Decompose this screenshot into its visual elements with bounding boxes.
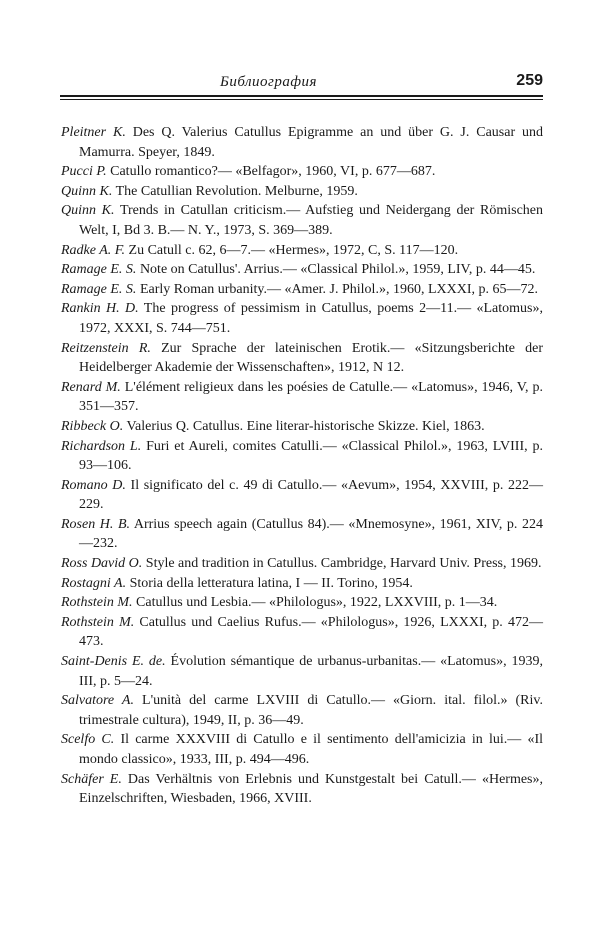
entry-text: The Catullian Revolution. Melburne, 1959.	[112, 183, 358, 199]
entry-author: Ramage E. S.	[61, 262, 137, 278]
bibliography-entry	[61, 652, 543, 691]
page-number: 259	[516, 72, 543, 89]
header-rule-thin	[60, 99, 543, 100]
bibliography-entry	[61, 162, 543, 182]
bibliography-entry	[61, 574, 543, 594]
entry-author: Renard M.	[61, 379, 121, 395]
entry-author: Schäfer E.	[61, 771, 122, 787]
bibliography-entry	[61, 299, 543, 338]
entry-text: Catullus und Lesbia.— «Philologus», 1922, LXXVIII, p. 1—34.	[132, 595, 498, 611]
bibliography-entry	[61, 476, 543, 515]
entry-author: Salvatore A.	[61, 693, 134, 709]
entry-author: Pleitner K.	[61, 125, 126, 140]
entry-text: Évolution sémantique de urbanus-urbanitas.— «Latomus», 1939, III, p. 5—24.	[79, 654, 543, 689]
entry-text: Zu Catull c. 62, 6—7.— «Hermes», 1972, C, S. 117—120.	[125, 242, 459, 258]
entry-author: Quinn K.	[61, 203, 115, 219]
bibliography-list	[61, 123, 543, 809]
bibliography-entry	[61, 260, 543, 280]
entry-text: Das Verhältnis von Erlebnis und Kunstgestalt bei Catull.— «Hermes», Einzelschriften, Wiesbaden, 1966, XVIII.	[79, 771, 543, 807]
entry-text: Valerius Q. Catullus. Eine literar-historische Skizze. Kiel, 1863.	[123, 418, 485, 434]
entry-author: Radke A. F.	[61, 242, 126, 258]
bibliography-entry	[61, 691, 543, 730]
bibliography-entry	[61, 515, 543, 554]
bibliography-entry	[61, 201, 543, 240]
entry-text: L'unità del carme LXVIII di Catullo.— «Giorn. ital. filol.» (Riv. trimestrale cultura), 1949, II, p. 36—49.	[79, 693, 544, 728]
entry-text: Il significato del c. 49 di Catullo.— «Aevum», 1954, XXVIII, p. 222—229.	[79, 477, 543, 513]
entry-author: Rankin H. D.	[61, 301, 139, 317]
bibliography-entry	[61, 339, 543, 378]
entry-text: Note on Catullus'. Arrius.— «Classical Philol.», 1959, LIV, p. 44—45.	[136, 262, 536, 278]
bibliography-entry	[61, 280, 543, 300]
entry-author: Richardson L.	[61, 438, 142, 454]
entry-text: Early Roman urbanity.— «Amer. J. Philol.», 1960, LXXXI, p. 65—72.	[136, 281, 538, 297]
entry-text: The progress of pessimism in Catullus, poems 2—11.— «Latomus», 1972, XXXI, S. 744—751.	[79, 301, 543, 336]
entry-text: Il carme XXXVIII di Catullo e il sentimento dell'amicizia in lui.— «Il mondo classico», 1933, III, p. 494—496.	[79, 732, 543, 767]
entry-text: Style and tradition in Catullus. Cambridge, Harvard Univ. Press, 1969.	[142, 556, 542, 572]
entry-author: Ribbeck O.	[61, 418, 124, 434]
bibliography-entry	[61, 378, 543, 417]
entry-text: Catullo romantico?— «Belfagor», 1960, VI, p. 677—687.	[106, 164, 436, 180]
entry-author: Saint-Denis E. de.	[61, 654, 166, 670]
entry-text: Catullus und Caelius Rufus.— «Philologus», 1926, LXXXI, p. 472—473.	[79, 614, 543, 650]
entry-text: Trends in Catullan criticism.— Aufstieg und Neidergang der Römischen Welt, I, Bd 3. B.— N. Y., 1973, S. 369—389.	[79, 203, 543, 238]
bibliography-entry	[61, 613, 543, 652]
entry-author: Rosen H. B.	[61, 516, 131, 532]
bibliography-entry	[61, 593, 543, 613]
entry-text: L'élément religieux dans les poésies de Catulle.— «Latomus», 1946, V, p. 351—357.	[79, 379, 544, 415]
entry-author: Quinn K.	[61, 183, 113, 199]
running-title: Библиография	[220, 74, 318, 90]
entry-author: Scelfo C.	[61, 732, 115, 748]
entry-text: Des Q. Valerius Catullus Epigramme an und über G. J. Causar und Mamurra. Speyer, 1849.	[79, 125, 543, 160]
bibliography-entry	[61, 437, 543, 476]
bibliography-entry	[61, 554, 543, 574]
entry-text: Storia della letteratura latina, I — II. Torino, 1954.	[126, 575, 413, 591]
page-header	[60, 66, 543, 94]
bibliography-entry	[61, 241, 543, 261]
header-rule-thick	[60, 95, 543, 97]
bibliography-entry	[61, 417, 543, 437]
entry-text: Zur Sprache der lateinischen Erotik.— «Sitzungsberichte der Heidelberger Akademie der Wissenschaften», 1912, N 12.	[79, 340, 543, 376]
bibliography-entry	[61, 123, 543, 162]
entry-author: Ramage E. S.	[61, 281, 137, 297]
entry-author: Rostagni A.	[61, 575, 127, 591]
bibliography-entry	[61, 770, 543, 809]
entry-author: Rothstein M.	[61, 614, 135, 630]
bibliography-entry	[61, 182, 543, 202]
entry-author: Pucci P.	[61, 164, 107, 180]
entry-author: Romano D.	[61, 477, 126, 493]
entry-author: Ross David O.	[61, 556, 143, 572]
entry-author: Reitzenstein R.	[61, 340, 151, 356]
entry-text: Arrius speech again (Catullus 84).— «Mnemosyne», 1961, XIV, p. 224—232.	[79, 516, 543, 552]
bibliography-entry	[61, 730, 543, 769]
entry-text: Furi et Aureli, comites Catulli.— «Classical Philol.», 1963, LVIII, p. 93—106.	[79, 438, 543, 474]
entry-author: Rothstein M.	[61, 595, 133, 611]
